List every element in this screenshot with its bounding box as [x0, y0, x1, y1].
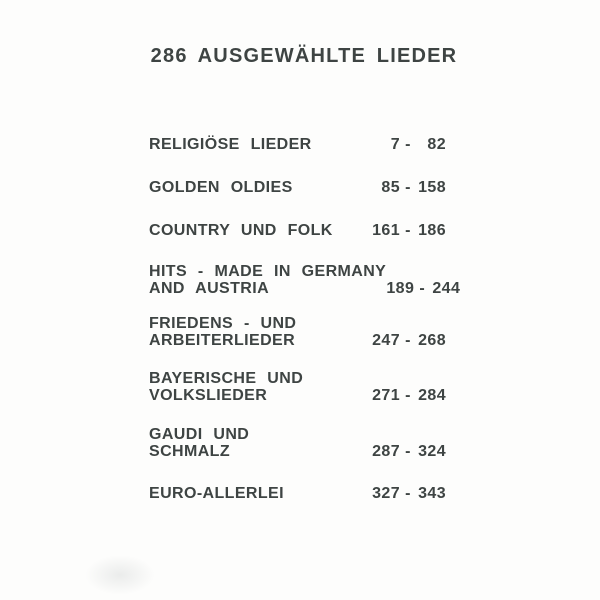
page-range-end: 186 — [418, 222, 446, 239]
page-range-dash: - — [405, 387, 411, 404]
page-range-start: 189 — [386, 280, 415, 297]
toc-entry — [149, 222, 446, 239]
page-range-dash: - — [405, 136, 411, 153]
page-range-start: 247 — [372, 332, 400, 349]
page-range-start: 327 — [372, 485, 400, 502]
page-range-end: 268 — [418, 332, 446, 349]
toc-entry-label: BAYERISCHE UND VOLKSLIEDER — [149, 370, 304, 404]
toc-entry — [149, 263, 461, 297]
scan-smudge — [85, 555, 155, 595]
table-of-contents — [149, 0, 461, 600]
toc-entry — [149, 426, 446, 460]
page-range-start: 85 — [381, 179, 400, 196]
toc-entry — [149, 485, 446, 502]
page-range-end: 284 — [418, 387, 446, 404]
page-range-dash: - — [405, 332, 411, 349]
toc-entry-page-range — [372, 332, 446, 349]
page-range-end: 324 — [418, 443, 446, 460]
toc-entry — [149, 136, 446, 153]
toc-entry-label: COUNTRY UND FOLK — [149, 222, 333, 239]
toc-entry-label: GOLDEN OLDIES — [149, 179, 293, 196]
page-range-end: 158 — [418, 179, 446, 196]
page-range-dash: - — [405, 222, 411, 239]
toc-entry-label: FRIEDENS - UND ARBEITERLIEDER — [149, 315, 297, 349]
toc-entry — [149, 315, 446, 349]
toc-entry-label: EURO-ALLERLEI — [149, 485, 284, 502]
toc-entry-page-range — [372, 136, 446, 153]
page-range-dash: - — [405, 443, 411, 460]
page-range-start: 161 — [372, 222, 400, 239]
toc-entry-page-range — [386, 280, 460, 297]
page-range-end: 244 — [432, 280, 461, 297]
toc-entry-page-range — [372, 179, 446, 196]
toc-entry-page-range — [372, 443, 446, 460]
page-range-dash: - — [419, 280, 426, 297]
toc-entry-page-range — [372, 222, 446, 239]
page-range-end: 343 — [418, 485, 446, 502]
page-range-start: 271 — [372, 387, 400, 404]
page-range-dash: - — [405, 179, 411, 196]
page-range-dash: - — [405, 485, 411, 502]
page-range-end: 82 — [427, 136, 446, 153]
toc-entry-page-range — [372, 485, 446, 502]
page-range-start: 287 — [372, 443, 400, 460]
page-range-start: 7 — [390, 136, 400, 153]
toc-entry-page-range — [372, 387, 446, 404]
toc-entry-label: GAUDI UND SCHMALZ — [149, 426, 250, 460]
toc-entry-label: RELIGIÖSE LIEDER — [149, 136, 312, 153]
toc-entry-label: HITS - MADE IN GERMANY AND AUSTRIA — [149, 263, 387, 297]
toc-entry — [149, 370, 446, 404]
page-title: 286 AUSGEWÄHLTE LIEDER — [150, 45, 458, 67]
toc-entry — [149, 179, 446, 196]
